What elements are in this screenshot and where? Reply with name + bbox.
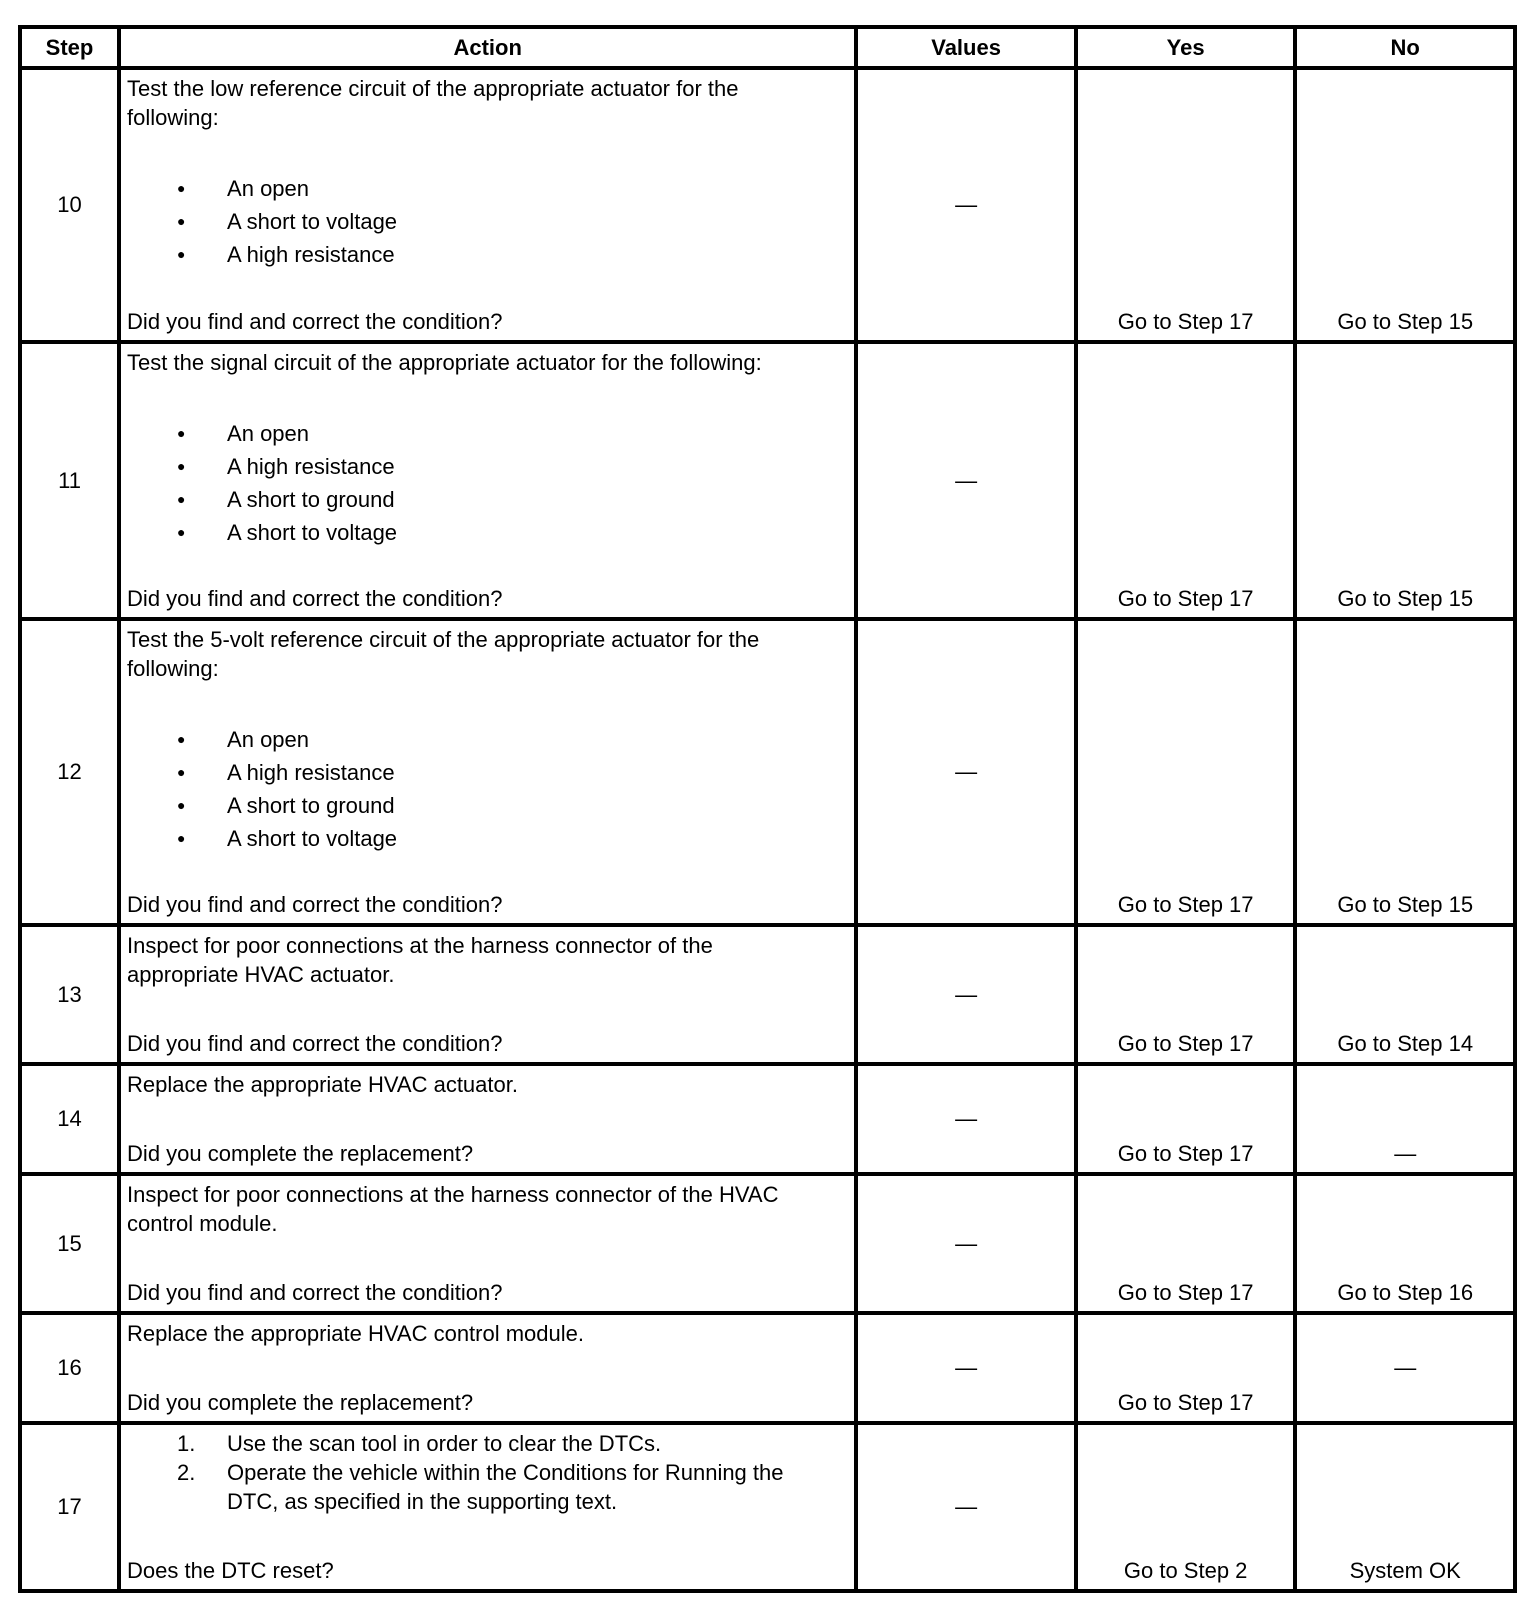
- action-intro: Inspect for poor connections at the harness connector of the HVAC control module.: [127, 1182, 779, 1236]
- list-item: ● A short to ground: [127, 789, 848, 822]
- list-item: ● A short to voltage: [127, 205, 848, 238]
- table-row: [20, 619, 1515, 925]
- yes-cell: [1076, 1313, 1296, 1423]
- action-question: Did you complete the replacement?: [127, 1390, 474, 1415]
- step-text: Use the scan tool in order to clear the DTCs.: [227, 1431, 662, 1456]
- list-item: ● A short to voltage: [127, 516, 848, 549]
- yes-result: Go to Step 17: [1117, 1280, 1254, 1305]
- values-cell: —: [856, 925, 1076, 1064]
- action-cell: [119, 1064, 856, 1174]
- no-result: Go to Step 14: [1337, 1031, 1474, 1056]
- action-intro: Test the low reference circuit of the appropriate actuator for the following:: [127, 76, 739, 130]
- action-cell: [119, 68, 856, 342]
- yes-cell: [1076, 1174, 1296, 1313]
- action-question: Did you find and correct the condition?: [127, 1280, 503, 1305]
- no-cell: [1295, 342, 1515, 619]
- action-question: Did you find and correct the condition?: [127, 1031, 503, 1056]
- yes-result: Go to Step 17: [1117, 309, 1254, 334]
- step-number: 14: [20, 1064, 119, 1174]
- action-question: Did you find and correct the condition?: [127, 892, 503, 917]
- header-values: Values: [856, 27, 1076, 68]
- values-cell: —: [856, 1174, 1076, 1313]
- table-row: [20, 68, 1515, 342]
- step-number: 15: [20, 1174, 119, 1313]
- yes-result: Go to Step 17: [1117, 586, 1254, 611]
- action-cell: [119, 1313, 856, 1423]
- yes-cell: [1076, 925, 1296, 1064]
- action-cell: [119, 342, 856, 619]
- table-row: [20, 925, 1515, 1064]
- header-step: Step: [20, 27, 119, 68]
- yes-cell: [1076, 68, 1296, 342]
- step-number: 17: [20, 1423, 119, 1591]
- list-item: [127, 1458, 848, 1516]
- condition-list: [127, 723, 848, 855]
- no-result: Go to Step 16: [1337, 1280, 1474, 1305]
- values-cell: —: [856, 1313, 1076, 1423]
- table-row: [20, 1174, 1515, 1313]
- yes-result: Go to Step 17: [1117, 1031, 1254, 1056]
- list-item: ● A short to voltage: [127, 822, 848, 855]
- no-cell: [1295, 925, 1515, 1064]
- no-result: Go to Step 15: [1337, 892, 1474, 917]
- yes-cell: [1076, 342, 1296, 619]
- step-index: 1.: [177, 1431, 196, 1456]
- step-text: Operate the vehicle within the Conditions for Running the DTC, as specified in the supporting text.: [227, 1460, 784, 1514]
- values-cell: —: [856, 1423, 1076, 1591]
- action-intro: Replace the appropriate HVAC control module.: [127, 1321, 584, 1346]
- no-cell: [1295, 1174, 1515, 1313]
- yes-cell: [1076, 1064, 1296, 1174]
- list-item: ● An open: [127, 172, 848, 205]
- values-cell: —: [856, 1064, 1076, 1174]
- procedure-list: [127, 1429, 848, 1516]
- action-question: Did you complete the replacement?: [127, 1141, 474, 1166]
- no-cell: [1295, 1064, 1515, 1174]
- step-number: 16: [20, 1313, 119, 1423]
- no-result: Go to Step 15: [1337, 309, 1474, 334]
- action-cell: [119, 619, 856, 925]
- no-cell: [1295, 1423, 1515, 1591]
- action-question: Does the DTC reset?: [127, 1558, 334, 1583]
- list-item: ● A high resistance: [127, 756, 848, 789]
- action-intro: Test the 5-volt reference circuit of the appropriate actuator for the following:: [127, 627, 760, 681]
- no-cell: [1295, 68, 1515, 342]
- step-number: 12: [20, 619, 119, 925]
- no-result: System OK: [1349, 1558, 1461, 1583]
- values-cell: —: [856, 68, 1076, 342]
- list-item: ● A high resistance: [127, 238, 848, 271]
- action-intro: Test the signal circuit of the appropriate actuator for the following:: [127, 350, 762, 375]
- list-item: [127, 1429, 848, 1458]
- step-index: 2.: [177, 1460, 196, 1485]
- step-number: 13: [20, 925, 119, 1064]
- values-cell: —: [856, 619, 1076, 925]
- action-cell: [119, 925, 856, 1064]
- yes-result: Go to Step 17: [1117, 1141, 1254, 1166]
- yes-result: Go to Step 2: [1123, 1558, 1248, 1583]
- action-question: Did you find and correct the condition?: [127, 309, 503, 334]
- yes-result: Go to Step 17: [1117, 892, 1254, 917]
- list-item: ● An open: [127, 417, 848, 450]
- table-row: [20, 1423, 1515, 1591]
- header-action: Action: [119, 27, 856, 68]
- no-cell: [1295, 619, 1515, 925]
- condition-list: [127, 417, 848, 549]
- table-row: [20, 1064, 1515, 1174]
- action-cell: [119, 1174, 856, 1313]
- list-item: ● A short to ground: [127, 483, 848, 516]
- table-row: [20, 1313, 1515, 1423]
- values-cell: —: [856, 342, 1076, 619]
- yes-cell: [1076, 1423, 1296, 1591]
- list-item: ● A high resistance: [127, 450, 848, 483]
- action-cell: [119, 1423, 856, 1591]
- header-yes: Yes: [1076, 27, 1296, 68]
- diagnostic-table: [18, 25, 1517, 1593]
- header-no: No: [1295, 27, 1515, 68]
- step-number: 10: [20, 68, 119, 342]
- no-cell: —: [1295, 1313, 1515, 1423]
- step-number: 11: [20, 342, 119, 619]
- header-row: [20, 27, 1515, 68]
- condition-list: [127, 172, 848, 271]
- no-result: —: [1394, 1141, 1417, 1166]
- action-intro: Inspect for poor connections at the harness connector of the appropriate HVAC actuator.: [127, 933, 713, 987]
- table-row: [20, 342, 1515, 619]
- list-item: ● An open: [127, 723, 848, 756]
- yes-result: Go to Step 17: [1117, 1390, 1254, 1415]
- no-result: Go to Step 15: [1337, 586, 1474, 611]
- yes-cell: [1076, 619, 1296, 925]
- action-question: Did you find and correct the condition?: [127, 586, 503, 611]
- action-intro: Replace the appropriate HVAC actuator.: [127, 1072, 518, 1097]
